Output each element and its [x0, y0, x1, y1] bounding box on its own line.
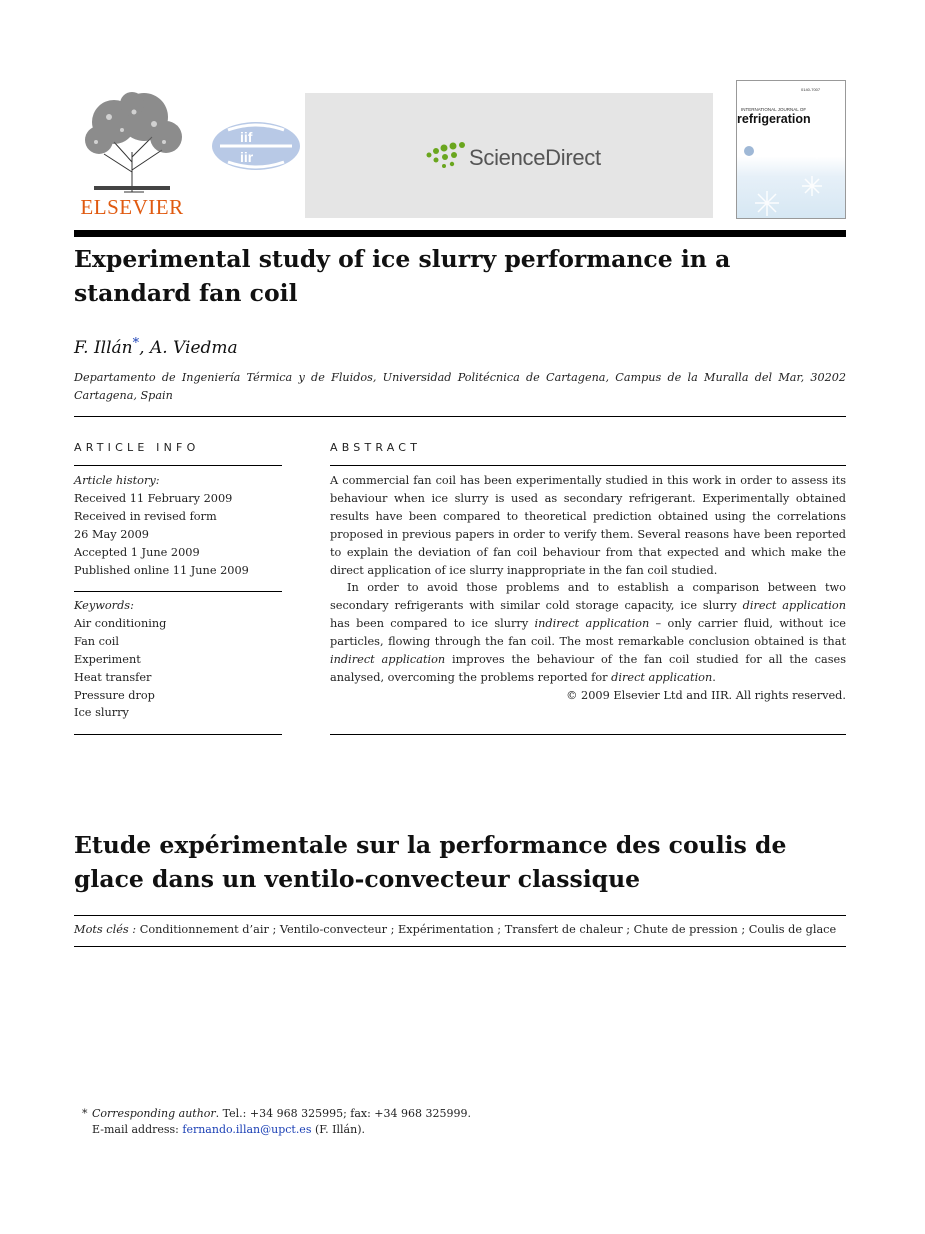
- copyright: © 2009 Elsevier Ltd and IIR. All rights reserved.: [566, 688, 846, 702]
- footnote-label: Corresponding author: [92, 1107, 216, 1120]
- keyword-item: Ice slurry: [74, 706, 129, 720]
- sciencedirect-dots-icon: [425, 141, 469, 171]
- header-rule: [74, 230, 846, 237]
- footnote-contact: . Tel.: +34 968 325995; fax: +34 968 325999.: [215, 1107, 471, 1120]
- elsevier-wordmark: ELSEVIER: [80, 195, 184, 219]
- keyword-item: Fan coil: [74, 634, 120, 648]
- keyword-item: Heat transfer: [74, 670, 152, 684]
- authors: [74, 336, 238, 358]
- article-info-heading: ARTICLE INFO: [74, 441, 200, 454]
- divider: [74, 591, 282, 592]
- divider: [330, 465, 846, 466]
- keyword-item: Experiment: [74, 652, 141, 666]
- author-illan[interactable]: F. Illán: [74, 338, 133, 358]
- article-title: Experimental study of ice slurry performance in a standard fan coil: [74, 245, 731, 307]
- history-item: 26 May 2009: [74, 527, 149, 541]
- french-title: Etude expérimentale sur la performance des coulis de glace dans un ventilo-convecteur classique: [74, 831, 787, 893]
- footnote: * Corresponding author. Tel.: +34 968 325995; fax: +34 968 325999. E-mail address: fernando.illan@upct.es (F. Illán).: [82, 1107, 471, 1136]
- email-link[interactable]: fernando.illan@upct.es: [182, 1123, 312, 1136]
- svg-text:iir: iir: [240, 149, 254, 165]
- abstract-paragraph: A commercial fan coil has been experimentally studied in this work in order to assess its behaviour when ice slurry is used as secondary refrigerant. Experimentally obtained results have been compared to theoretical prediction obtained using the correlations proposed in previous papers in order to verify them. Several reasons have been reported to explain the deviation of fan coil behaviour from that expected and which make the direct application of ice slurry inappropriate in the fan coil studied.: [330, 474, 846, 577]
- mots-label: Mots clés :: [74, 923, 137, 936]
- elsevier-logo: [74, 92, 190, 220]
- affiliation: Departamento de Ingeniería Térmica y de Fluidos, Universidad Politécnica de Cartagena, Campus de la Muralla del Mar, 30202 Cartagena, Spain: [74, 371, 846, 402]
- abstract-paragraph: In order to avoid those problems and to establish a comparison between two secondary refrigerants with similar cold storage capacity, ice slurry direct application has been compared to ice slurry indirect application – only carrier fluid, without ice particles, flowing through the fan coil. The most remarkable conclusion obtained is that indirect application improves the behaviour of the fan coil studied for all the cases analysed, overcoming the problems reported for direct application.: [330, 581, 846, 684]
- divider: [74, 465, 282, 466]
- mots-cles: [74, 923, 846, 936]
- divider: [74, 734, 282, 735]
- journal-cover: 0140-7007 INTERNATIONAL JOURNAL OF refrigeration: [736, 80, 846, 219]
- sciencedirect-wordmark: ScienceDirect: [469, 145, 601, 170]
- divider: [74, 915, 846, 916]
- svg-text:iif: iif: [240, 129, 253, 145]
- history-item: Accepted 1 June 2009: [74, 545, 200, 559]
- keywords: [74, 597, 282, 722]
- history-item: Received in revised form: [74, 509, 217, 523]
- corresponding-author-marker[interactable]: *: [132, 336, 140, 351]
- history-label: Article history:: [74, 474, 160, 487]
- keyword-item: Pressure drop: [74, 688, 155, 702]
- tree-icon: [74, 92, 190, 196]
- abstract-body: [330, 472, 846, 705]
- article-history: [74, 472, 282, 579]
- snowflake-icon: [737, 81, 845, 218]
- divider: [74, 946, 846, 947]
- sciencedirect-banner: [305, 93, 713, 218]
- divider: [74, 416, 846, 417]
- history-item: Received 11 February 2009: [74, 491, 233, 505]
- history-item: Published online 11 June 2009: [74, 563, 249, 577]
- iif-iir-logo: [210, 120, 302, 172]
- divider: [330, 734, 846, 735]
- author-viedma[interactable]: , A. Viedma: [139, 338, 238, 358]
- keyword-item: Air conditioning: [74, 616, 167, 630]
- email-label: E-mail address:: [92, 1123, 183, 1136]
- abstract-heading: ABSTRACT: [330, 441, 422, 454]
- mots-list: Conditionnement d’air ; Ventilo-convecteur ; Expérimentation ; Transfert de chaleur ; Chute de pression ; Coulis de glace: [136, 923, 837, 936]
- keywords-label: Keywords:: [74, 599, 134, 612]
